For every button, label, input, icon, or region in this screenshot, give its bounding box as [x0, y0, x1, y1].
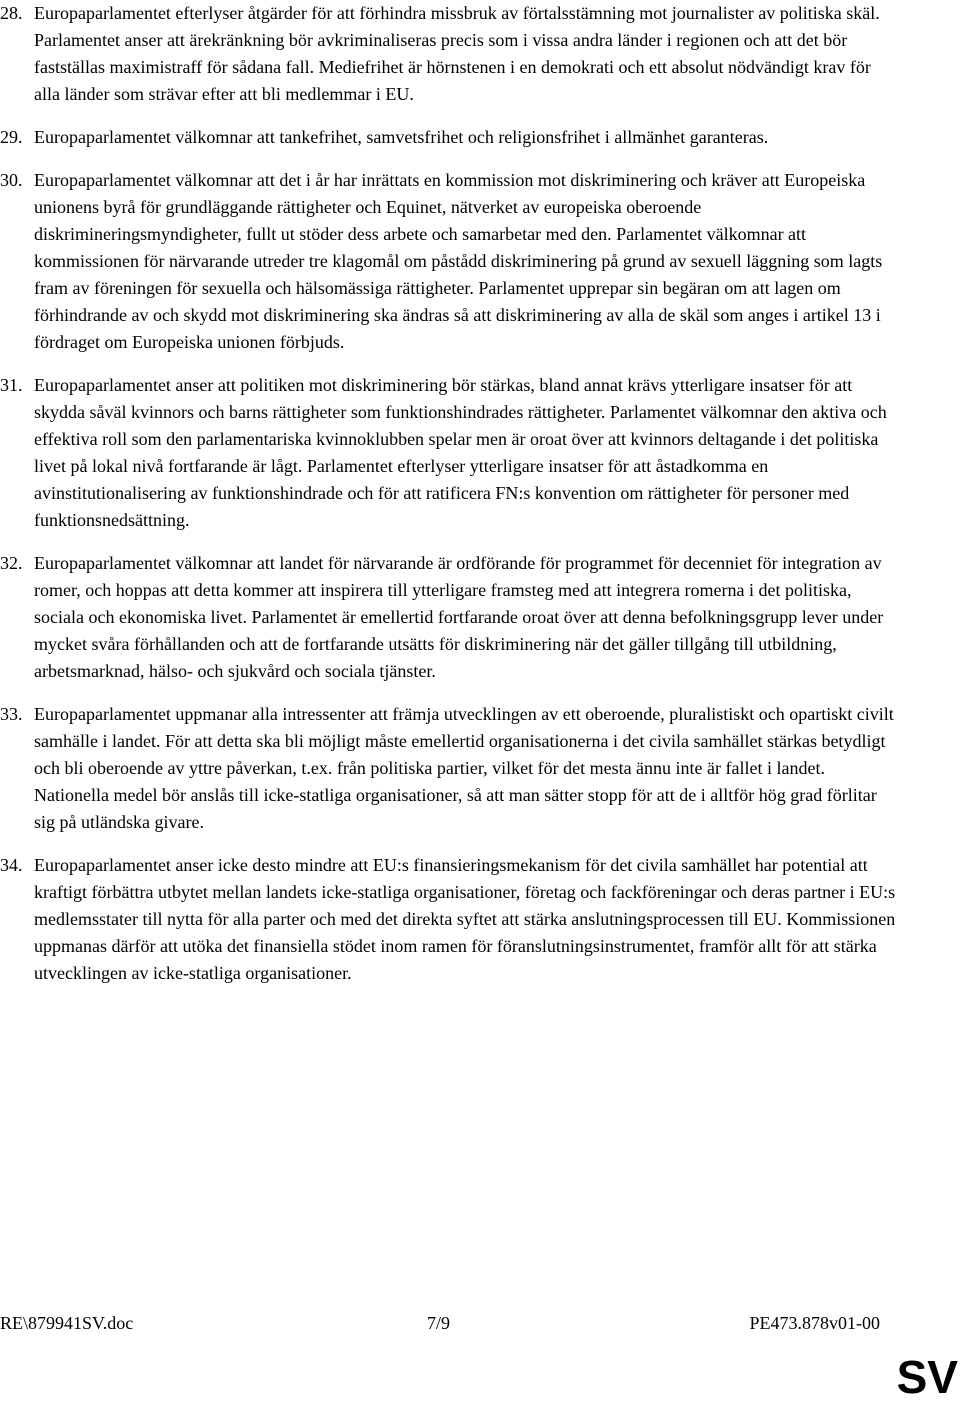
paragraph-number: 28.: [0, 3, 23, 23]
paragraph-text: Europaparlamentet anser att politiken mot diskriminering bör stärkas, bland annat krävs ytterligare insatser för att skydda såväl kvinnors och barns rättigheter som funktionshindrades rättigheter. Parlamentet välkomnar den aktiva och effektiva roll som den parlamentariska kvinnoklubben spelar men är oroat över att kvinnors deltagande i det politiska livet på lokal nivå fortfarande är lågt. Parlamentet efterlyser ytterligare insatser för att åstadkomma en avinstitutionalisering av funktionshindrade och för att ratificera FN:s konvention om rättigheter för personer med funktionsnedsättning.: [34, 375, 887, 530]
paragraph-text: Europaparlamentet uppmanar alla intressenter att främja utvecklingen av ett oberoende, pluralistiskt och opartiskt civilt samhälle i landet. För att detta ska bli möjligt måste emellertid organisationerna i det civila samhället stärkas betydligt och bli oberoende av yttre påverkan, t.ex. från politiska partier, vilket för det mesta ännu inte är fallet i landet. Nationella medel bör anslås till icke-statliga organisationer, så att man sätter stopp för att de i alltför hög grad förlitar sig på utländska givare.: [34, 704, 894, 832]
paragraph-34: [0, 852, 900, 987]
paragraph-number: 33.: [0, 704, 23, 724]
paragraph-number: 32.: [0, 553, 23, 573]
page-footer: [0, 1310, 880, 1337]
paragraph-text: Europaparlamentet välkomnar att det i år har inrättats en kommission mot diskriminering och kräver att Europeiska unionens byrå för grundläggande rättigheter och Equinet, nätverket av europeiska oberoende diskrimineringsmyndigheter, fullt ut stöder dess arbete och samarbetar med den. Parlamentet välkomnar att kommissionen för närvarande utreder tre klagomål om påstådd diskriminering på grund av sexuell läggning som lagts fram av föreningen för sexuella och hälsomässiga rättigheter. Parlamentet upprepar sin begäran om att lagen om förhindrande av och skydd mot diskriminering ska ändras så att diskriminering av alla de skäl som anges i artikel 13 i fördraget om Europeiska unionen förbjuds.: [34, 170, 883, 352]
paragraph-number: 34.: [0, 855, 23, 875]
paragraph-30: [0, 167, 900, 356]
paragraph-number: 30.: [0, 170, 23, 190]
paragraph-text: Europaparlamentet välkomnar att landet för närvarande är ordförande för programmet för decenniet för integration av romer, och hoppas att detta kommer att inspirera till ytterligare framsteg med att integrera romerna i det politiska, sociala och ekonomiska livet. Parlamentet är emellertid fortfarande oroat över att denna befolkningsgrupp lever under mycket svåra förhållanden och att de fortfarande utsätts för diskriminering när det gäller tillgång till utbildning, arbetsmarknad, hälso- och sjukvård och sociala tjänster.: [34, 553, 884, 681]
paragraph-33: [0, 701, 900, 836]
paragraph-text: Europaparlamentet välkomnar att tankefrihet, samvetsfrihet och religionsfrihet i allmänhet garanteras.: [34, 127, 769, 147]
page-number: 7/9: [427, 1313, 451, 1333]
paragraph-31: [0, 372, 900, 534]
paragraph-28: [0, 0, 900, 108]
paragraph-32: [0, 550, 900, 685]
document-reference: RE\879941SV.doc: [0, 1313, 134, 1333]
paragraph-29: [0, 124, 900, 151]
paragraph-text: Europaparlamentet anser icke desto mindre att EU:s finansieringsmekanism för det civila samhället har potential att kraftigt förbättra utbytet mellan landets icke-statliga organisationer, företag och fackföreningar och deras partner i EU:s medlemsstater till nytta för alla parter och med det direkta syftet att stärka anslutningsprocessen till EU. Kommissionen uppmanas därför att utöka det finansiella stödet inom ramen för föranslutningsinstrumentet, framför allt för att stärka utvecklingen av icke-statliga organisationer.: [34, 855, 896, 983]
paragraph-number: 31.: [0, 375, 23, 395]
language-code: SV: [896, 1351, 958, 1403]
paragraph-number: 29.: [0, 127, 23, 147]
paragraph-text: Europaparlamentet efterlyser åtgärder för att förhindra missbruk av förtalsstämning mot journalister av politiska skäl. Parlamentet anser att ärekränkning bör avkriminaliseras precis som i vissa andra länder i regionen och att det bör fastställas maximistraff för sådana fall. Mediefrihet är hörnstenen i en demokrati och ett absolut nödvändigt krav för alla länder som strävar efter att bli medlemmar i EU.: [34, 3, 880, 104]
pe-reference: PE473.878v01-00: [749, 1313, 880, 1333]
